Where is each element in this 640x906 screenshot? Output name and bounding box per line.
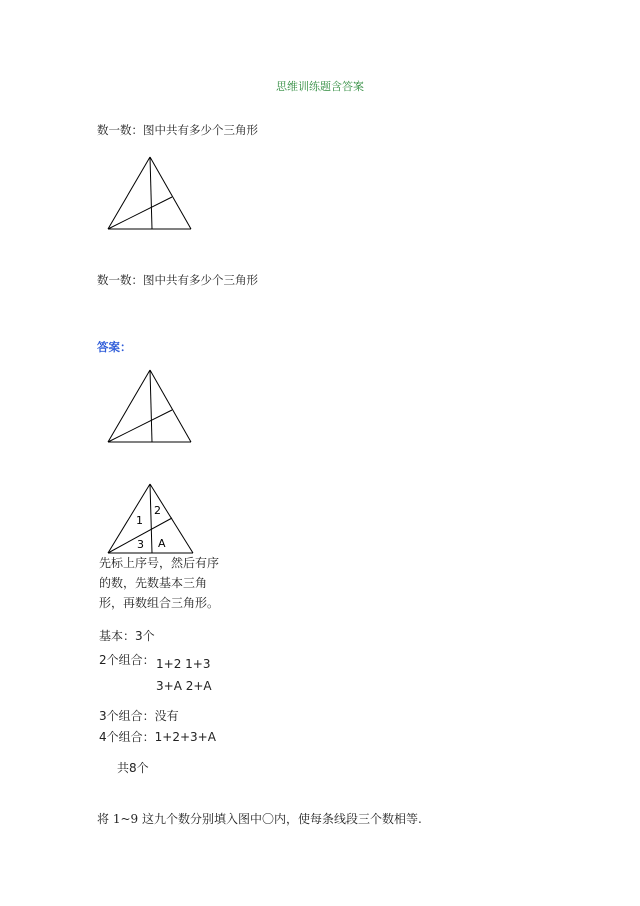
two-combo-label: 2个组合： (99, 653, 155, 667)
page-title: 思维训练题含答案 (276, 80, 364, 93)
region-label-1: 1 (136, 514, 143, 527)
two-combo-row-2: 3+A 2+A (156, 679, 212, 693)
explanation-text: 先标上序号，然后有序的数，先数基本三角形，再数组合三角形。 (99, 556, 220, 610)
region-label-2: 2 (154, 504, 161, 517)
question-1-text: 数一数：图中共有多少个三角形 (97, 123, 258, 137)
total-count: 共8个 (117, 761, 149, 775)
triangle-figure-2 (108, 370, 192, 444)
region-label-a: A (158, 537, 166, 550)
answer-label: 答案： (97, 340, 132, 354)
four-combo: 4个组合：1+2+3+A (99, 730, 216, 744)
two-combo-row-1: 1+2 1+3 (156, 657, 211, 671)
basic-count: 基本：3个 (99, 629, 155, 643)
triangle-figure-1 (108, 157, 192, 231)
question-2-text: 数一数：图中共有多少个三角形 (97, 273, 258, 287)
three-combo: 3个组合：没有 (99, 709, 179, 723)
region-label-3: 3 (137, 538, 144, 551)
next-question-text: 将 1~9 这九个数分别填入图中〇内，使每条线段三个数相等. (97, 812, 422, 826)
triangle-figure-labeled (108, 484, 194, 554)
